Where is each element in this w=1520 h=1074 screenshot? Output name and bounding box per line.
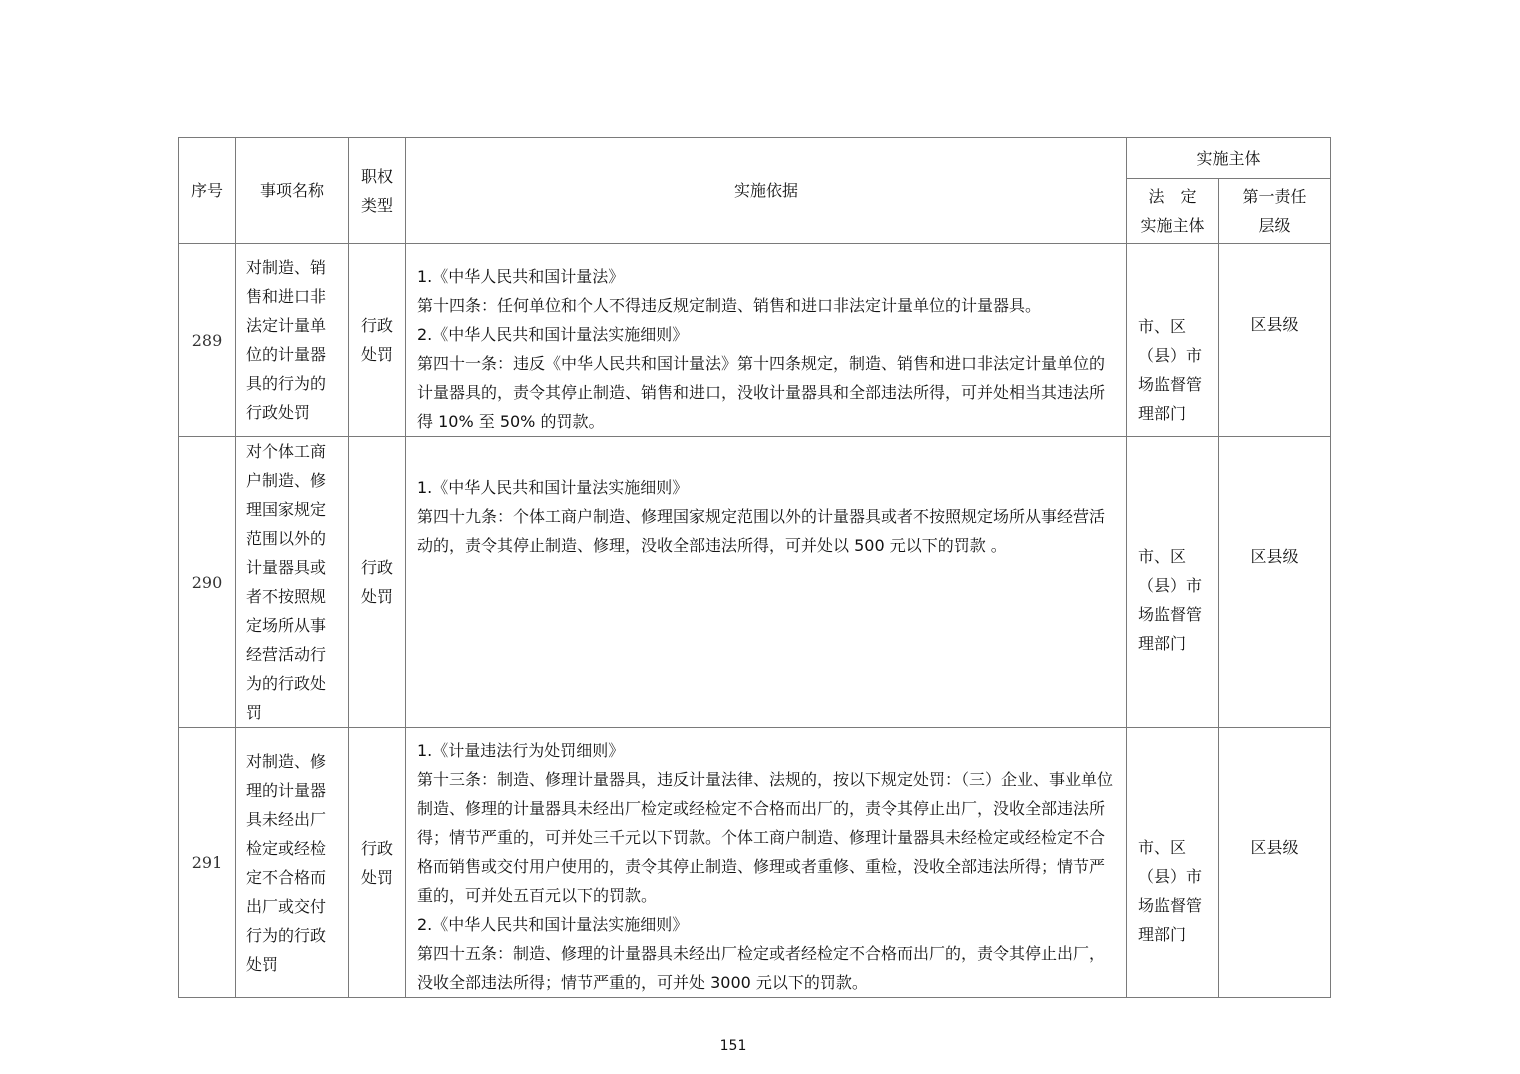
legal-basis [406, 728, 1127, 998]
legal-subject: 市、区（县）市场监督管理部门 [1127, 244, 1219, 437]
header-type: 职权 类型 [349, 138, 406, 244]
legal-subject: 市、区（县）市场监督管理部门 [1127, 728, 1219, 998]
responsibility-level: 区县级 [1219, 728, 1331, 998]
item-name: 对个体工商户制造、修理国家规定范围以外的计量器具或者不按照规定场所从事经营活动行为的行政处罚 [236, 437, 349, 728]
header-basis: 实施依据 [406, 138, 1127, 244]
table-row [179, 244, 1331, 437]
enforcement-table [178, 137, 1331, 998]
basis-line: 1.《中华人民共和国计量法实施细则》 [417, 478, 689, 497]
page-number: 151 [719, 1038, 747, 1054]
legal-basis [406, 437, 1127, 728]
authority-type: 行政 处罚 [349, 728, 406, 998]
header-first-level: 第一责任 层级 [1219, 179, 1331, 244]
row-number: 290 [179, 437, 236, 728]
basis-line: 第十三条：制造、修理计量器具，违反计量法律、法规的，按以下规定处罚：（三）企业、事业单位制造、修理的计量器具未经出厂检定或经检定不合格而出厂的，责令其停止出厂，没收全部违法所得；情节严重的，可并处三千元以下罚款。个体工商户制造、修理计量器具未经检定或经检定不合格而销售或交付用户使用的，责令其停止制造、修理或者重修、重检，没收全部违法所得；情节严重的，可并处五百元以下的罚款。 [417, 770, 1114, 905]
responsibility-level: 区县级 [1219, 244, 1331, 437]
legal-basis [406, 244, 1127, 437]
responsibility-level: 区县级 [1219, 437, 1331, 728]
authority-type: 行政 处罚 [349, 437, 406, 728]
basis-line: 第四十五条：制造、修理的计量器具未经出厂检定或者经检定不合格而出厂的，责令其停止出厂，没收全部违法所得；情节严重的，可并处 3000 元以下的罚款。 [417, 944, 1106, 992]
header-name: 事项名称 [236, 138, 349, 244]
table-row [179, 728, 1331, 998]
header-legal-subject: 法 定 实施主体 [1127, 179, 1219, 244]
table-row [179, 437, 1331, 728]
item-name: 对制造、修理的计量器具未经出厂检定或经检定不合格而出厂或交付行为的行政处罚 [236, 728, 349, 998]
basis-line: 1.《中华人民共和国计量法》 [417, 267, 625, 286]
basis-line: 第四十九条：个体工商户制造、修理国家规定范围以外的计量器具或者不按照规定场所从事经营活动的，责令其停止制造、修理，没收全部违法所得，可并处以 500 元以下的罚款 。 [417, 507, 1106, 555]
item-name: 对制造、销售和进口非法定计量单位的计量器具的行为的行政处罚 [236, 244, 349, 437]
basis-line: 第十四条：任何单位和个人不得违反规定制造、销售和进口非法定计量单位的计量器具。 [417, 296, 1042, 315]
basis-line: 2.《中华人民共和国计量法实施细则》 [417, 325, 689, 344]
header-seq: 序号 [179, 138, 236, 244]
legal-subject: 市、区（县）市场监督管理部门 [1127, 437, 1219, 728]
header-subject-group: 实施主体 [1127, 138, 1331, 179]
basis-line: 1.《计量违法行为处罚细则》 [417, 741, 625, 760]
row-number: 289 [179, 244, 236, 437]
row-number: 291 [179, 728, 236, 998]
authority-type: 行政 处罚 [349, 244, 406, 437]
basis-line: 第四十一条：违反《中华人民共和国计量法》第十四条规定，制造、销售和进口非法定计量单位的计量器具的，责令其停止制造、销售和进口，没收计量器具和全部违法所得，可并处相当其违法所得 10% 至 50% 的罚款。 [417, 354, 1106, 431]
basis-line: 2.《中华人民共和国计量法实施细则》 [417, 915, 689, 934]
